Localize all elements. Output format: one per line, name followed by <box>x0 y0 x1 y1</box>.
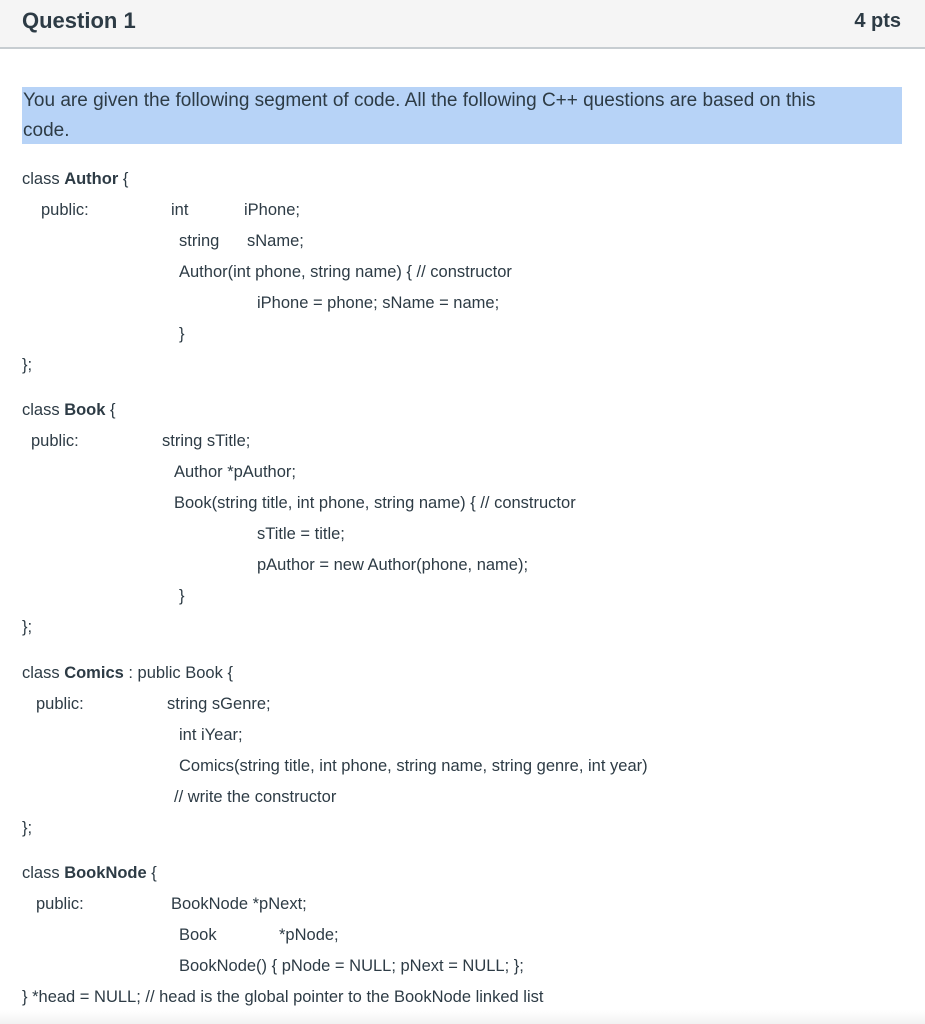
author-class-close: }; <box>22 356 33 374</box>
comics-constructor: Comics(string title, int phone, string name, string genre, int year) <box>179 757 648 775</box>
intro-line-1: You are given the following segment of code. All the following C++ questions are based on this <box>23 90 816 111</box>
book-constructor-close: } <box>179 587 185 605</box>
class-keyword: class <box>22 664 65 682</box>
booknode-class-header <box>22 864 157 883</box>
author-constructor-close: } <box>179 325 185 343</box>
comics-class-close: }; <box>22 819 33 837</box>
author-field-phone-name: iPhone; <box>244 201 300 219</box>
book-class-close: }; <box>22 618 33 636</box>
question-intro-highlight <box>22 87 902 144</box>
question-points: 4 pts <box>854 10 901 32</box>
book-field-title: string sTitle; <box>162 432 251 450</box>
inheritance: : public Book { <box>123 664 233 682</box>
book-access-public: public: <box>31 432 79 450</box>
book-constructor: Book(string title, int phone, string name) { // constructor <box>174 494 576 512</box>
comics-comment: // write the constructor <box>174 788 337 806</box>
comics-access-public: public: <box>36 695 84 713</box>
class-name-booknode: BookNode <box>64 864 147 882</box>
booknode-access-public: public: <box>36 895 84 913</box>
page-bottom-edge <box>0 1010 925 1024</box>
class-keyword: class <box>22 170 65 188</box>
booknode-field-node-name: *pNode; <box>279 926 339 944</box>
class-name-comics: Comics <box>64 664 124 682</box>
author-field-phone-type: int <box>171 201 189 219</box>
class-name-author: Author <box>64 170 119 188</box>
comics-field-genre: string sGenre; <box>167 695 271 713</box>
class-keyword: class <box>22 864 65 882</box>
booknode-field-next: BookNode *pNext; <box>171 895 307 913</box>
book-class-header <box>22 401 116 420</box>
comics-field-year: int iYear; <box>179 726 243 744</box>
author-constructor-body: iPhone = phone; sName = name; <box>257 294 500 312</box>
brace-open: { <box>105 401 116 419</box>
author-access-public: public: <box>41 201 89 219</box>
author-field-name-type: string <box>179 232 220 250</box>
intro-line-2: code. <box>23 120 70 141</box>
author-class-header <box>22 170 128 189</box>
author-constructor: Author(int phone, string name) { // constructor <box>179 263 512 281</box>
brace-open: { <box>118 170 129 188</box>
book-field-author: Author *pAuthor; <box>174 463 296 481</box>
brace-open: { <box>146 864 157 882</box>
question-header <box>0 0 925 49</box>
book-constructor-body-1: sTitle = title; <box>257 525 345 543</box>
author-field-name-name: sName; <box>247 232 304 250</box>
book-constructor-body-2: pAuthor = new Author(phone, name); <box>257 556 529 574</box>
question-title: Question 1 <box>22 8 136 33</box>
booknode-class-close: } *head = NULL; // head is the global pointer to the BookNode linked list <box>22 988 544 1006</box>
booknode-field-node-type: Book <box>179 926 217 944</box>
comics-class-header <box>22 664 233 683</box>
class-name-book: Book <box>64 401 106 419</box>
booknode-constructor: BookNode() { pNode = NULL; pNext = NULL; }; <box>179 957 524 975</box>
class-keyword: class <box>22 401 65 419</box>
